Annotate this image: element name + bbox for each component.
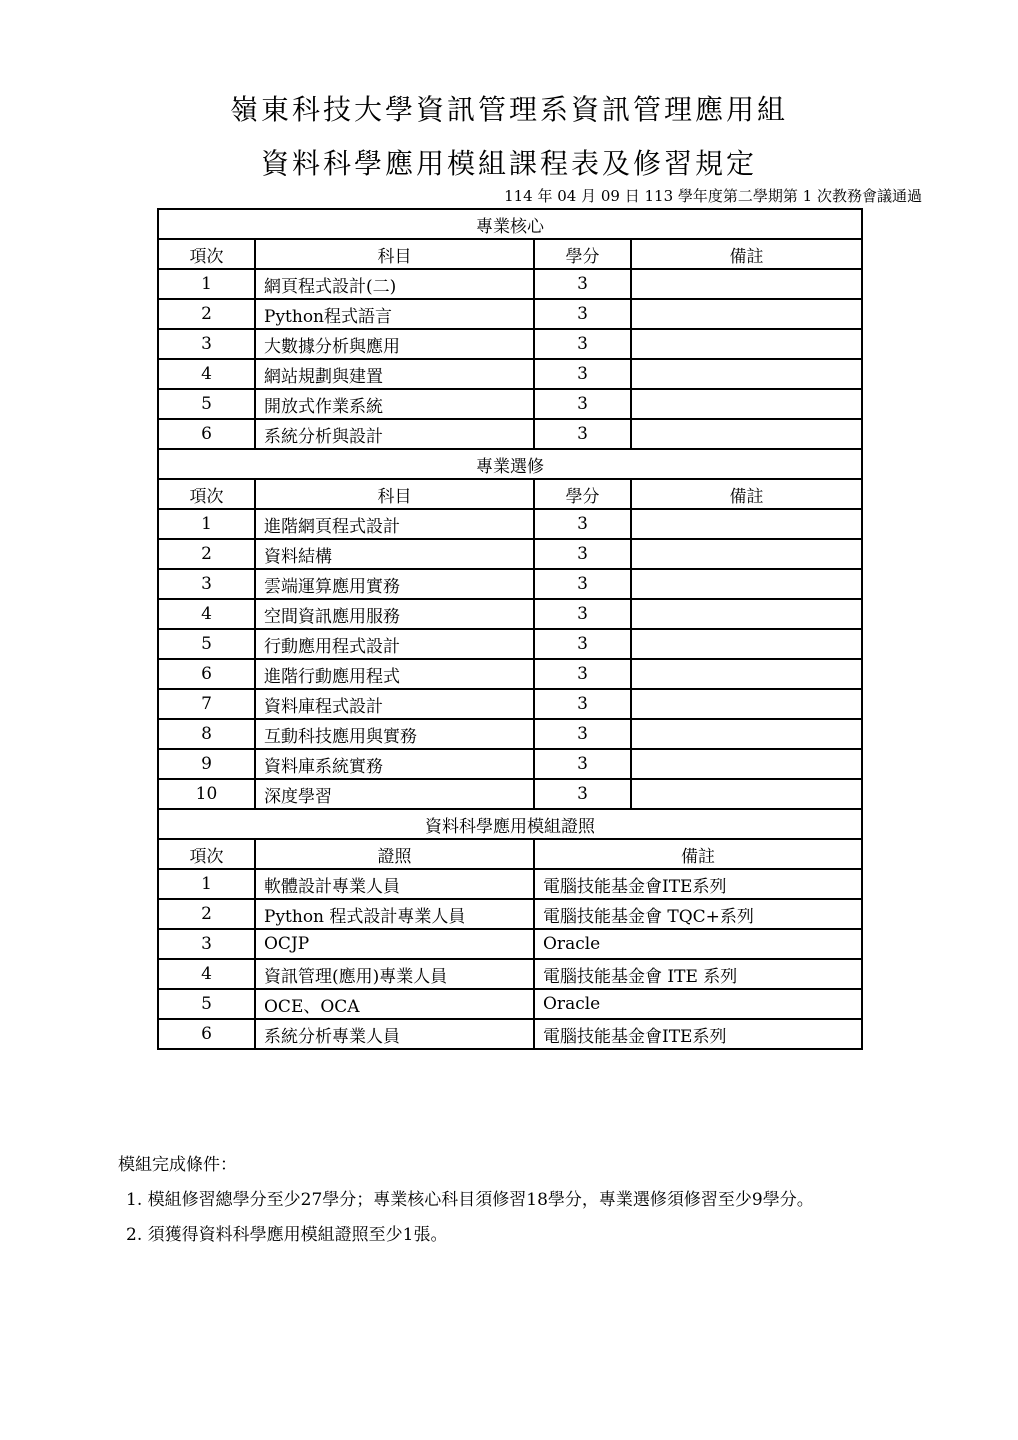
subject-cell: 資料庫系統實務 (255, 749, 534, 779)
row-number: 2 (158, 539, 255, 569)
section-title: 專業選修 (158, 449, 862, 479)
document-title: 嶺東科技大學資訊管理系資訊管理應用組 (229, 93, 788, 126)
note-cell (631, 749, 862, 779)
subject-cell: 網頁程式設計(二) (255, 269, 534, 299)
note-cell (631, 389, 862, 419)
note-cell (631, 539, 862, 569)
credit-cell: 3 (534, 599, 631, 629)
course-table (157, 208, 863, 1050)
note-cell (631, 569, 862, 599)
subject-cell: 雲端運算應用實務 (255, 569, 534, 599)
completion-conditions (118, 1150, 814, 1255)
subject-cell: 資料結構 (255, 539, 534, 569)
credit-cell: 3 (534, 359, 631, 389)
subject-cell: Python程式語言 (255, 299, 534, 329)
table-row (158, 989, 862, 1019)
row-number: 4 (158, 959, 255, 989)
row-number: 6 (158, 659, 255, 689)
note-cell (631, 599, 862, 629)
subject-cell: 進階網頁程式設計 (255, 509, 534, 539)
credit-cell: 3 (534, 269, 631, 299)
note-cell (631, 659, 862, 689)
credit-cell: 3 (534, 389, 631, 419)
subject-cell: 深度學習 (255, 779, 534, 809)
table-row (158, 749, 862, 779)
row-number: 5 (158, 629, 255, 659)
note-cell (631, 689, 862, 719)
note-cell (631, 629, 862, 659)
section-title: 專業核心 (158, 209, 862, 239)
table-row (158, 719, 862, 749)
condition-item: 2. 須獲得資料科學應用模組證照至少1張。 (126, 1225, 448, 1245)
section-header-row (158, 809, 862, 839)
section-header-row (158, 449, 862, 479)
subject-cell: 開放式作業系統 (255, 389, 534, 419)
row-number: 10 (158, 779, 255, 809)
credit-cell: 3 (534, 659, 631, 689)
table-row (158, 329, 862, 359)
note-cell: Oracle (534, 929, 862, 959)
table-row (158, 899, 862, 929)
credit-cell: 3 (534, 749, 631, 779)
row-number: 8 (158, 719, 255, 749)
approval-note: 114 年 04 月 09 日 113 學年度第二學期第 1 次教務會議通過 (504, 187, 922, 205)
header-note: 備註 (534, 839, 862, 869)
row-number: 5 (158, 389, 255, 419)
row-number: 2 (158, 899, 255, 929)
table-row (158, 659, 862, 689)
table-row (158, 689, 862, 719)
row-number: 3 (158, 569, 255, 599)
section-title: 資料科學應用模組證照 (158, 809, 862, 839)
subject-cell: 空間資訊應用服務 (255, 599, 534, 629)
row-number: 7 (158, 689, 255, 719)
note-cell: 電腦技能基金會 TQC+系列 (534, 899, 862, 929)
subject-cell: 行動應用程式設計 (255, 629, 534, 659)
note-cell (631, 299, 862, 329)
header-no: 項次 (158, 479, 255, 509)
note-cell (631, 719, 862, 749)
note-cell: 電腦技能基金會 ITE 系列 (534, 959, 862, 989)
subject-cell: 互動科技應用與實務 (255, 719, 534, 749)
table-row (158, 359, 862, 389)
row-number: 3 (158, 929, 255, 959)
note-cell: Oracle (534, 989, 862, 1019)
credit-cell: 3 (534, 299, 631, 329)
section-header-row (158, 209, 862, 239)
table-row (158, 509, 862, 539)
table-row (158, 569, 862, 599)
table-row (158, 629, 862, 659)
table-row (158, 959, 862, 989)
table-row (158, 269, 862, 299)
credit-cell: 3 (534, 779, 631, 809)
cert-name-cell: 軟體設計專業人員 (255, 869, 534, 899)
row-number: 5 (158, 989, 255, 1019)
row-number: 1 (158, 509, 255, 539)
note-cell (631, 779, 862, 809)
table-row (158, 599, 862, 629)
conditions-title: 模組完成條件： (118, 1155, 237, 1175)
cert-name-cell: 資訊管理(應用)專業人員 (255, 959, 534, 989)
credit-cell: 3 (534, 569, 631, 599)
header-cert: 證照 (255, 839, 534, 869)
cert-name-cell: Python 程式設計專業人員 (255, 899, 534, 929)
note-cell: 電腦技能基金會ITE系列 (534, 869, 862, 899)
row-number: 1 (158, 869, 255, 899)
note-cell (631, 269, 862, 299)
row-number: 6 (158, 1019, 255, 1049)
table-row (158, 929, 862, 959)
document-subtitle: 資料科學應用模組課程表及修習規定 (260, 147, 757, 180)
note-cell: 電腦技能基金會ITE系列 (534, 1019, 862, 1049)
table-row (158, 869, 862, 899)
header-subject: 科目 (255, 479, 534, 509)
subject-cell: 進階行動應用程式 (255, 659, 534, 689)
header-subject: 科目 (255, 239, 534, 269)
subject-cell: 大數據分析與應用 (255, 329, 534, 359)
column-header-row (158, 239, 862, 269)
table-row (158, 779, 862, 809)
credit-cell: 3 (534, 509, 631, 539)
cert-name-cell: OCE、OCA (255, 989, 534, 1019)
credit-cell: 3 (534, 329, 631, 359)
table-row (158, 1019, 862, 1049)
row-number: 4 (158, 599, 255, 629)
row-number: 2 (158, 299, 255, 329)
subject-cell: 資料庫程式設計 (255, 689, 534, 719)
note-cell (631, 509, 862, 539)
table-row (158, 299, 862, 329)
column-header-row (158, 839, 862, 869)
column-header-row (158, 479, 862, 509)
header-note: 備註 (631, 239, 862, 269)
credit-cell: 3 (534, 629, 631, 659)
header-credit: 學分 (534, 239, 631, 269)
note-cell (631, 329, 862, 359)
condition-item: 1. 模組修習總學分至少27學分；專業核心科目須修習18學分，專業選修須修習至少9學分。 (126, 1190, 814, 1210)
header-credit: 學分 (534, 479, 631, 509)
row-number: 1 (158, 269, 255, 299)
note-cell (631, 359, 862, 389)
header-no: 項次 (158, 839, 255, 869)
cert-name-cell: OCJP (255, 929, 534, 959)
credit-cell: 3 (534, 419, 631, 449)
header-note: 備註 (631, 479, 862, 509)
credit-cell: 3 (534, 539, 631, 569)
row-number: 3 (158, 329, 255, 359)
subject-cell: 網站規劃與建置 (255, 359, 534, 389)
note-cell (631, 419, 862, 449)
table-row (158, 389, 862, 419)
header-no: 項次 (158, 239, 255, 269)
credit-cell: 3 (534, 689, 631, 719)
row-number: 6 (158, 419, 255, 449)
row-number: 9 (158, 749, 255, 779)
subject-cell: 系統分析與設計 (255, 419, 534, 449)
table-row (158, 419, 862, 449)
row-number: 4 (158, 359, 255, 389)
table-row (158, 539, 862, 569)
cert-name-cell: 系統分析專業人員 (255, 1019, 534, 1049)
credit-cell: 3 (534, 719, 631, 749)
